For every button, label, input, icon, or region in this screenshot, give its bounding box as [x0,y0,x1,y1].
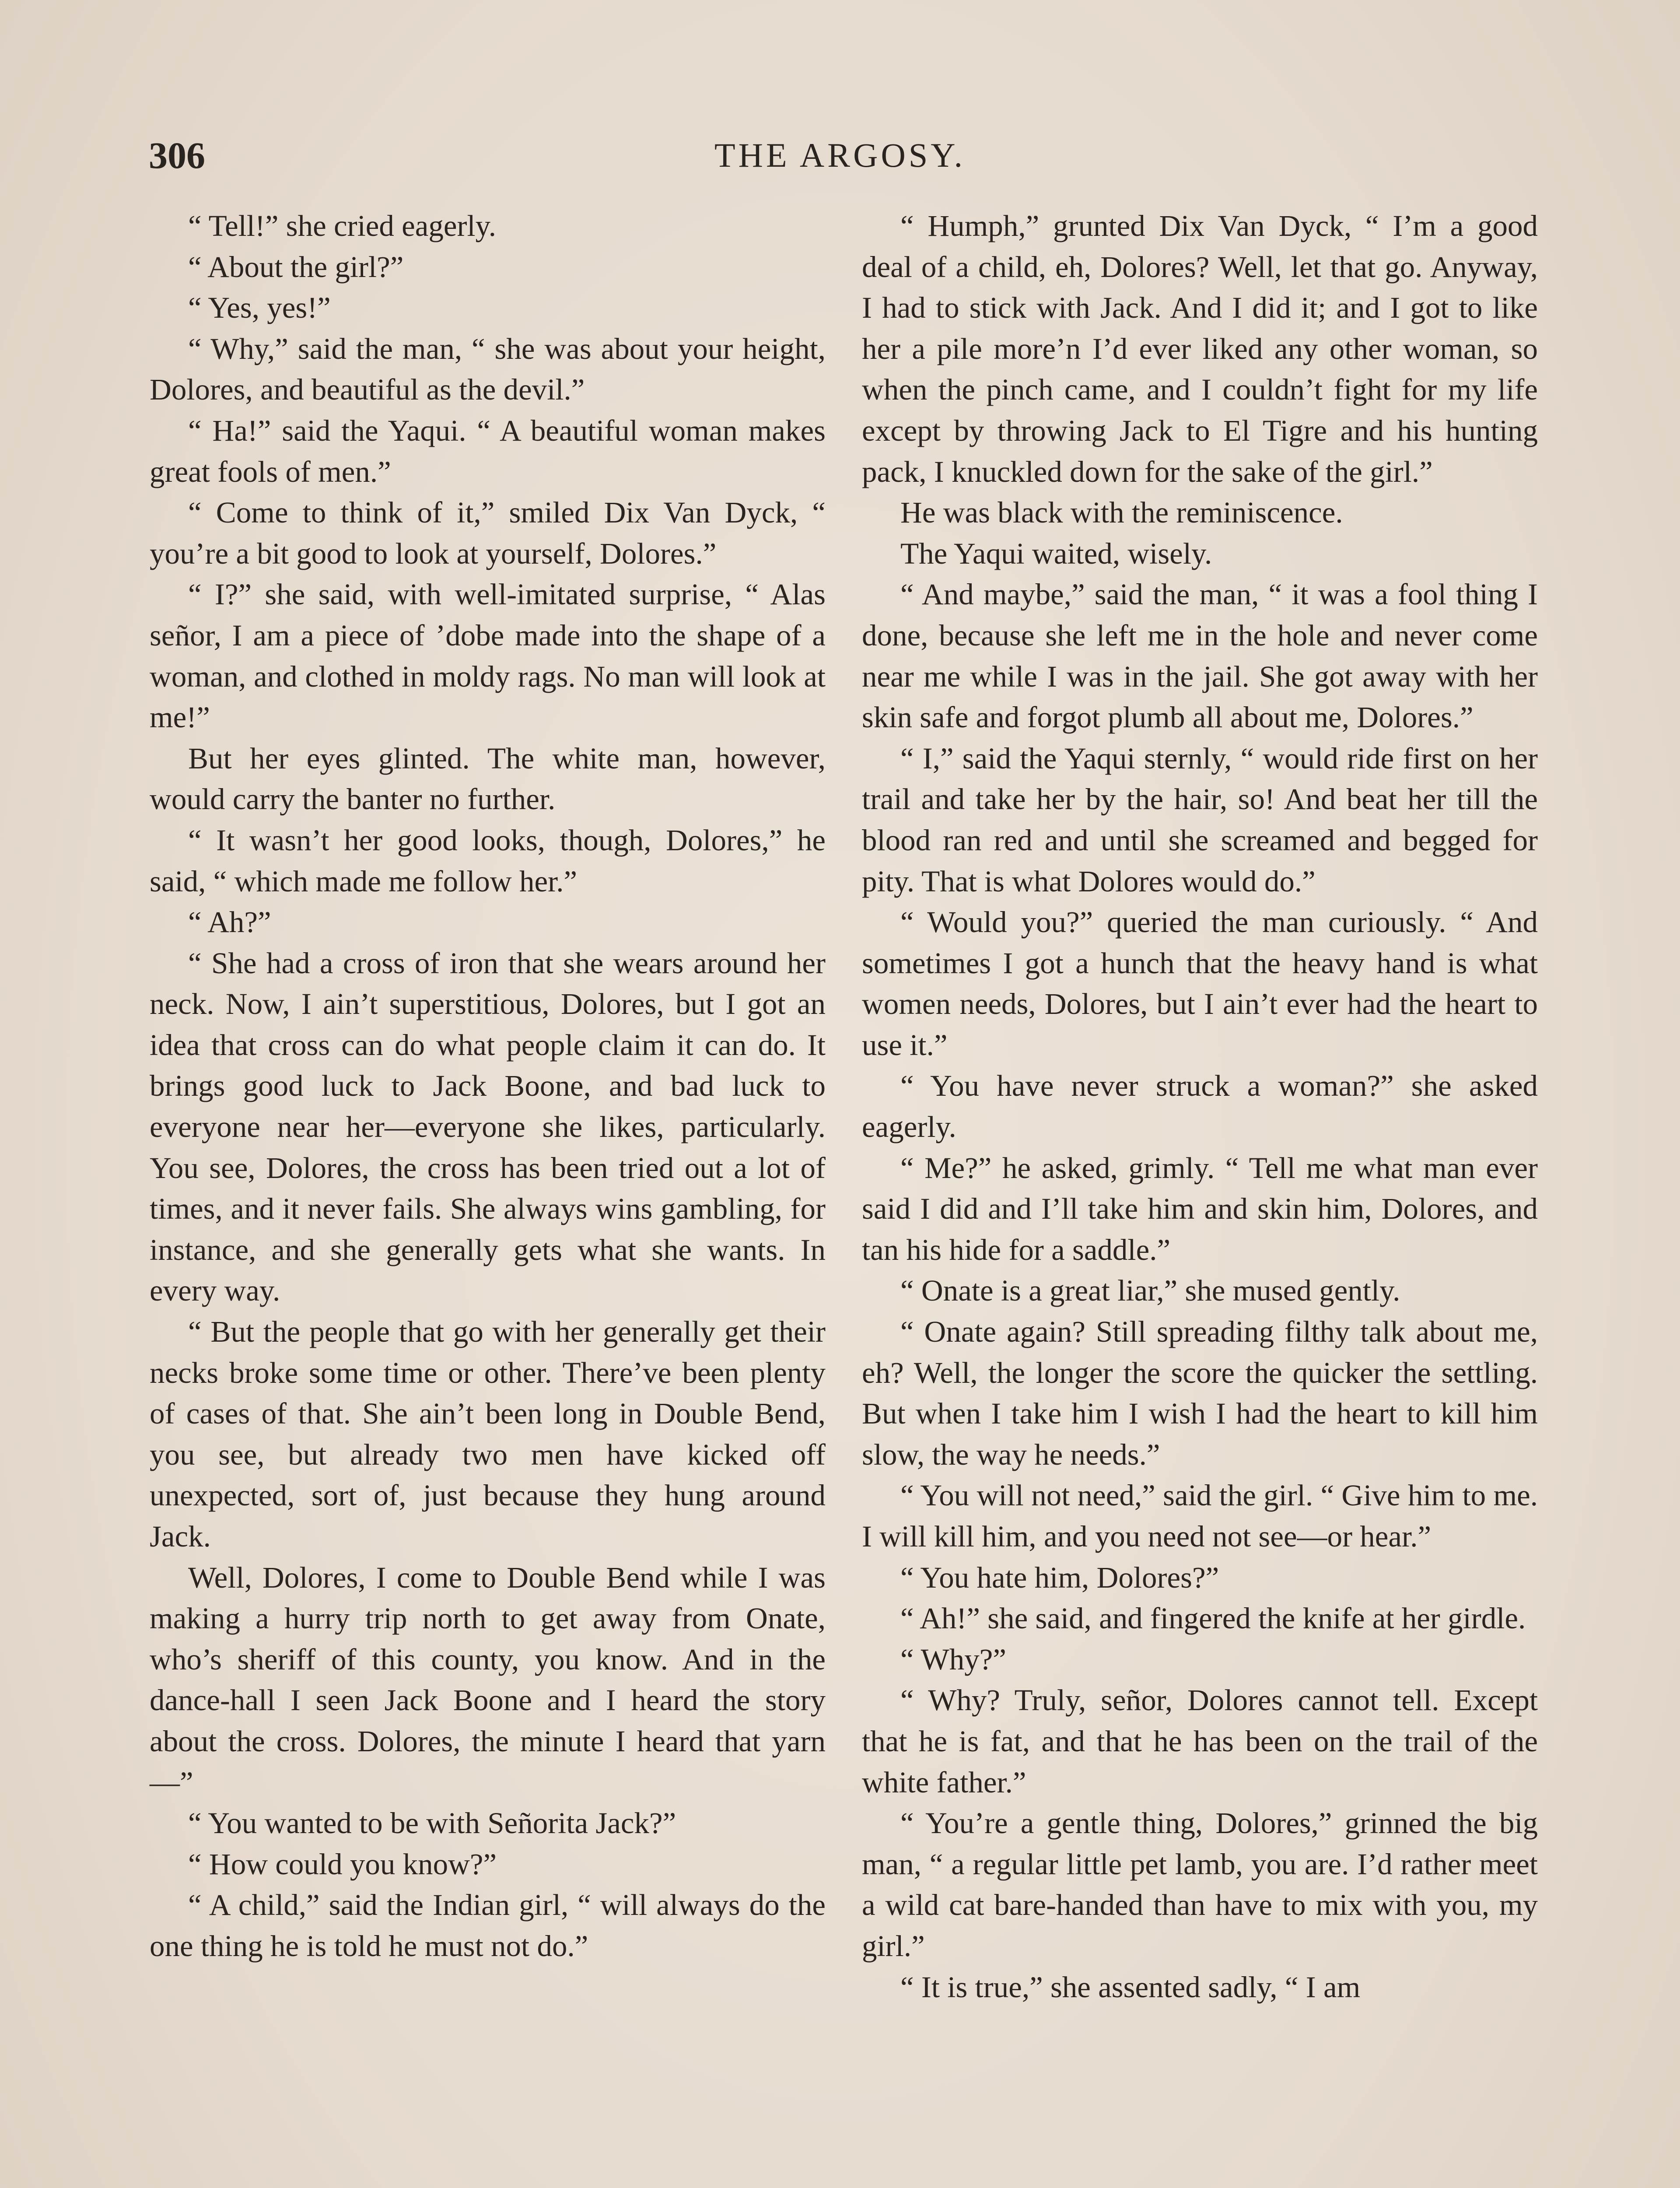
paragraph: “ Yes, yes!” [188,291,331,325]
paragraph: “ A child,” said the Indian girl, “ will always do the one thing he is told he must not do.” [150,1888,826,1963]
paragraph: “ How could you know?” [188,1847,497,1881]
page-header [0,129,1680,182]
paragraph: “ It is true,” she assented sadly, “ I am [900,1970,1361,2004]
paragraph: “ Humph,” grunted Dix Van Dyck, “ I’m a good deal of a child, eh, Dolores? Well, let that go. Anyway, I had to stick with Jack. And I did it; and I got to like her a pile more’n I’d ever liked any other woman, so when the pinch came, and I couldn’t fight for my life except by throwing Jack to El Tigre and his hunting pack, I knuckled down for the sake of the girl.” [862,209,1538,488]
paragraph: “ Ah!” she said, and fingered the knife at her girdle. [900,1602,1526,1635]
paragraph: But her eyes glinted. The white man, however, would carry the banter no further. [150,741,826,816]
left-column [150,206,826,1967]
paragraph: He was black with the reminiscence. [900,496,1343,529]
paragraph: “ Onate again? Still spreading filthy talk about me, eh? Well, the longer the score the quicker the settling. But when I take him I wish I had the heart to kill him slow, the way he needs.” [862,1315,1538,1471]
paragraph: “ Ha!” said the Yaqui. “ A beautiful woman makes great fools of men.” [150,414,826,488]
paragraph: “ You wanted to be with Señorita Jack?” [188,1806,676,1840]
paragraph: “ But the people that go with her generally get their necks broke some time or other. There’ve been plenty of cases of that. She ain’t been long in Double Bend, you see, but already two men have kicked off unexpected, sort of, just because they hung around Jack. [150,1315,826,1553]
paragraph: “ Onate is a great liar,” she mused gently. [900,1274,1400,1308]
paragraph: “ You will not need,” said the girl. “ Give him to me. I will kill him, and you need not see—or hear.” [862,1479,1538,1553]
paragraph: “ And maybe,” said the man, “ it was a fool thing I done, because she left me in the hole and never come near me while I was in the jail. She got away with her skin safe and forgot plumb all about me, Dolores.” [862,578,1538,734]
right-column [862,206,1538,2008]
paragraph: “ Me?” he asked, grimly. “ Tell me what man ever said I did and I’ll take him and skin him, Dolores, and tan his hide for a saddle.” [862,1151,1538,1266]
paragraph: “ Come to think of it,” smiled Dix Van Dyck, “ you’re a bit good to look at yourself, Dolores.” [150,496,826,570]
paragraph: “ Why,” said the man, “ she was about your height, Dolores, and beautiful as the devil.” [150,332,826,407]
paragraph: “ It wasn’t her good looks, though, Dolores,” he said, “ which made me follow her.” [150,823,826,898]
paragraph: The Yaqui waited, wisely. [900,536,1212,570]
page-number: 306 [149,134,205,176]
paragraph: Well, Dolores, I come to Double Bend while I was making a hurry trip north to get away from Onate, who’s sheriff of this county, you know. And in the dance-hall I seen Jack Boone and I heard the story about the cross. Dolores, the minute I heard that yarn—” [150,1560,826,1799]
paragraph: “ Would you?” queried the man curiously. “ And sometimes I got a hunch that the heavy hand is what women needs, Dolores, but I ain’t ever had the heart to use it.” [862,905,1538,1062]
paragraph: “ Ah?” [188,905,271,939]
paragraph: “ Tell!” she cried eagerly. [188,209,496,242]
paragraph: “ You’re a gentle thing, Dolores,” grinned the big man, “ a regular little pet lamb, you are. I’d rather meet a wild cat bare-handed than have to mix with you, my girl.” [862,1806,1538,1963]
paragraph: “ I?” she said, with well-imitated surprise, “ Alas señor, I am a piece of ’dobe made into the shape of a woman, and clothed in moldy rags. No man will look at me!” [150,578,826,734]
paragraph: “ You have never struck a woman?” she asked eagerly. [862,1069,1538,1144]
paragraph: “ I,” said the Yaqui sternly, “ would ride first on her trail and take her by the hair, so! And beat her till the blood ran red and until she screamed and begged for pity. That is what Dolores would do.” [862,741,1538,898]
paragraph: “ About the girl?” [188,250,404,284]
paragraph: “ Why? Truly, señor, Dolores cannot tell. Except that he is fat, and that he has been on the trail of the white father.” [862,1683,1538,1799]
paragraph: “ You hate him, Dolores?” [900,1560,1219,1594]
running-head: THE ARGOSY. [714,136,966,174]
paragraph: “ Why?” [900,1642,1007,1676]
paragraph: “ She had a cross of iron that she wears around her neck. Now, I ain’t superstitious, Dolores, but I got an idea that cross can do what people claim it can do. It brings good luck to Jack Boone, and bad luck to everyone near her—everyone she likes, particularly. You see, Dolores, the cross has been tried out a lot of times, and it never fails. She always wins gambling, for instance, and she generally gets what she wants. In every way. [150,946,826,1308]
